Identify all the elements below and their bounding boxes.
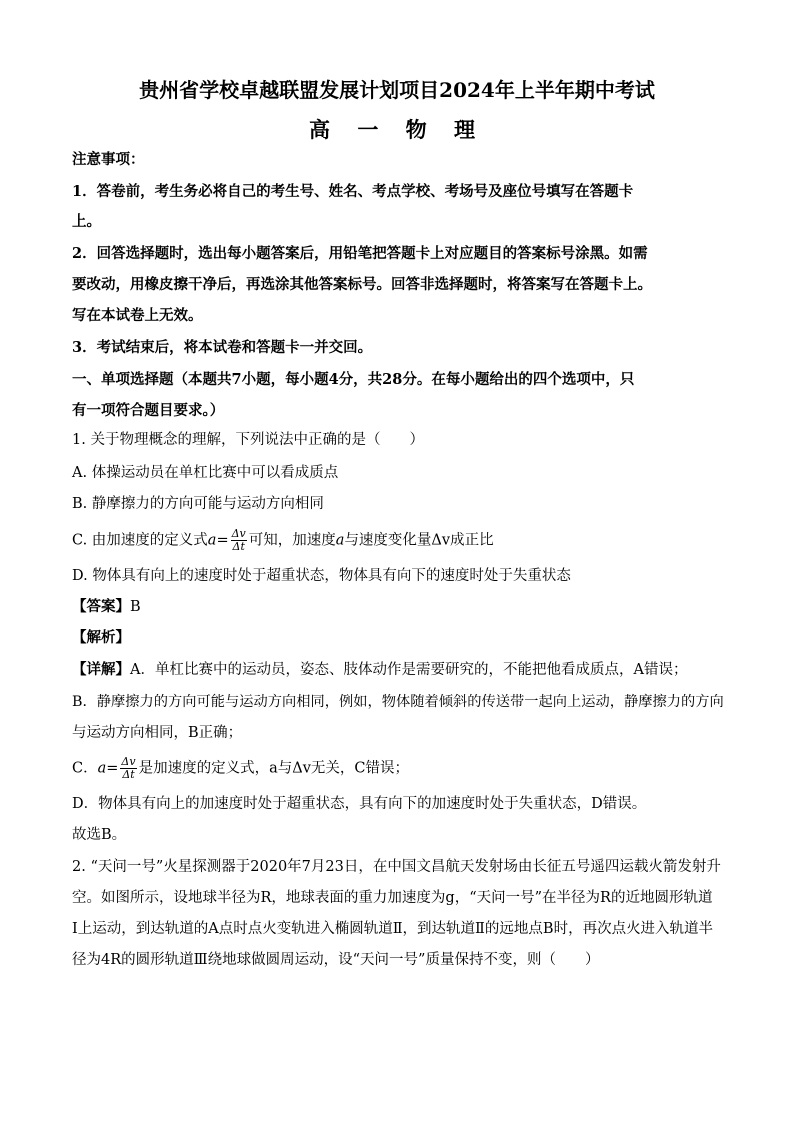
detail-b-2: 与运动方向相同，B正确； — [72, 725, 243, 741]
q2-line-4: 径为4R的圆形轨道Ⅲ绕地球做圆周运动，设“天问一号”质量保持不变，则（ ） — [72, 952, 600, 968]
detail-c-prefix: C． — [72, 760, 98, 777]
detail-d: D．物体具有向上的加速度时处于超重状态，具有向下的加速度时处于失重状态，D错误。 — [72, 796, 647, 812]
section1-heading: 一、单项选择题（本题共7小题，每小题4分，共28分。在每小题给出的四个选项中，只 — [72, 371, 635, 388]
var-a: a — [207, 532, 217, 549]
equals-sign: = — [216, 532, 229, 549]
detail-equals: = — [106, 760, 119, 777]
analysis-tag: 【解析】 — [72, 629, 130, 646]
notice-item-1b: 上。 — [72, 213, 101, 230]
section1-heading-cont: 有一项符合题目要求。） — [72, 402, 225, 419]
answer-value: B — [130, 599, 141, 615]
detail-c-suffix: 是加速度的定义式，a与Δv无关，C错误； — [138, 760, 409, 777]
q2-line-3: Ⅰ上运动，到达轨道的A点时点火变轨进入椭圆轨道Ⅱ，到达轨道Ⅱ的远地点B时，再次点火进入轨道半 — [72, 921, 714, 937]
fraction-denominator: Δt — [232, 540, 245, 553]
answer-line — [72, 597, 732, 617]
q1-option-b: B. 静摩擦力的方向可能与运动方向相同 — [72, 496, 324, 512]
notice-item-2b: 要改动，用橡皮擦干净后，再选涂其他答案标号。回答非选择题时，将答案写在答题卡上。 — [72, 276, 652, 293]
q1-option-d: D. 物体具有向上的速度时处于超重状态，物体具有向下的速度时处于失重状态 — [72, 568, 571, 584]
q1-option-c-prefix: C. 由加速度的定义式 — [72, 532, 208, 549]
exam-title: 贵州省学校卓越联盟发展计划项目2024年上半年期中考试 — [139, 78, 655, 102]
q1-stem: 1. 关于物理概念的理解，下列说法中正确的是（ ） — [72, 432, 424, 448]
detail-fraction-denominator: Δt — [122, 768, 135, 781]
notice-heading: 注意事项： — [72, 151, 145, 168]
q2-line-1: 2. “天问一号”火星探测器于2020年7月23日，在中国文昌航天发射场由长征五号遥四运载火箭发射升 — [72, 859, 721, 875]
detail-c — [72, 756, 732, 781]
detail-var-a: a — [97, 760, 107, 777]
notice-item-1a: 1．答卷前，考生务必将自己的考生号、姓名、考点学校、考场号及座位号填写在答题卡 — [72, 183, 634, 200]
detail-tag: 【详解】 — [72, 661, 130, 678]
q1-option-c-suffix: 与速度变化量Δv成正比 — [344, 532, 494, 549]
answer-tag: 【答案】 — [72, 598, 130, 615]
notice-item-2c: 写在本试卷上无效。 — [72, 307, 203, 324]
notice-item-3: 3．考试结束后，将本试卷和答题卡一并交回。 — [72, 339, 373, 356]
q1-option-c-mid: 可知，加速度 — [248, 532, 336, 549]
subject-title: 高 一 物 理 — [309, 117, 485, 142]
detail-a — [72, 660, 732, 680]
conclusion: 故选B。 — [72, 827, 127, 843]
q1-option-a: A. 体操运动员在单杠比赛中可以看成质点 — [72, 465, 339, 481]
detail-a-text: A．单杠比赛中的运动员，姿态、肢体动作是需要研究的，不能把他看成质点，A错误； — [130, 662, 688, 678]
notice-item-2a: 2．回答选择题时，选出每小题答案后，用铅笔把答题卡上对应题目的答案标号涂黑。如需 — [72, 245, 648, 262]
q1-option-c — [72, 528, 732, 553]
detail-fraction-numerator: Δv — [121, 755, 136, 768]
q2-line-2: 空。如图所示，设地球半径为R，地球表面的重力加速度为g，“天问一号”在半径为R的近地圆形轨道 — [72, 890, 713, 906]
var-a-2: a — [335, 532, 345, 549]
acceleration-fraction — [231, 528, 247, 553]
fraction-numerator: Δv — [231, 527, 246, 540]
detail-acceleration-fraction — [120, 756, 136, 781]
detail-b-1: B．静摩擦力的方向可能与运动方向相同，例如，物体随着倾斜的传送带一起向上运动，静摩擦力的方向 — [72, 694, 724, 710]
